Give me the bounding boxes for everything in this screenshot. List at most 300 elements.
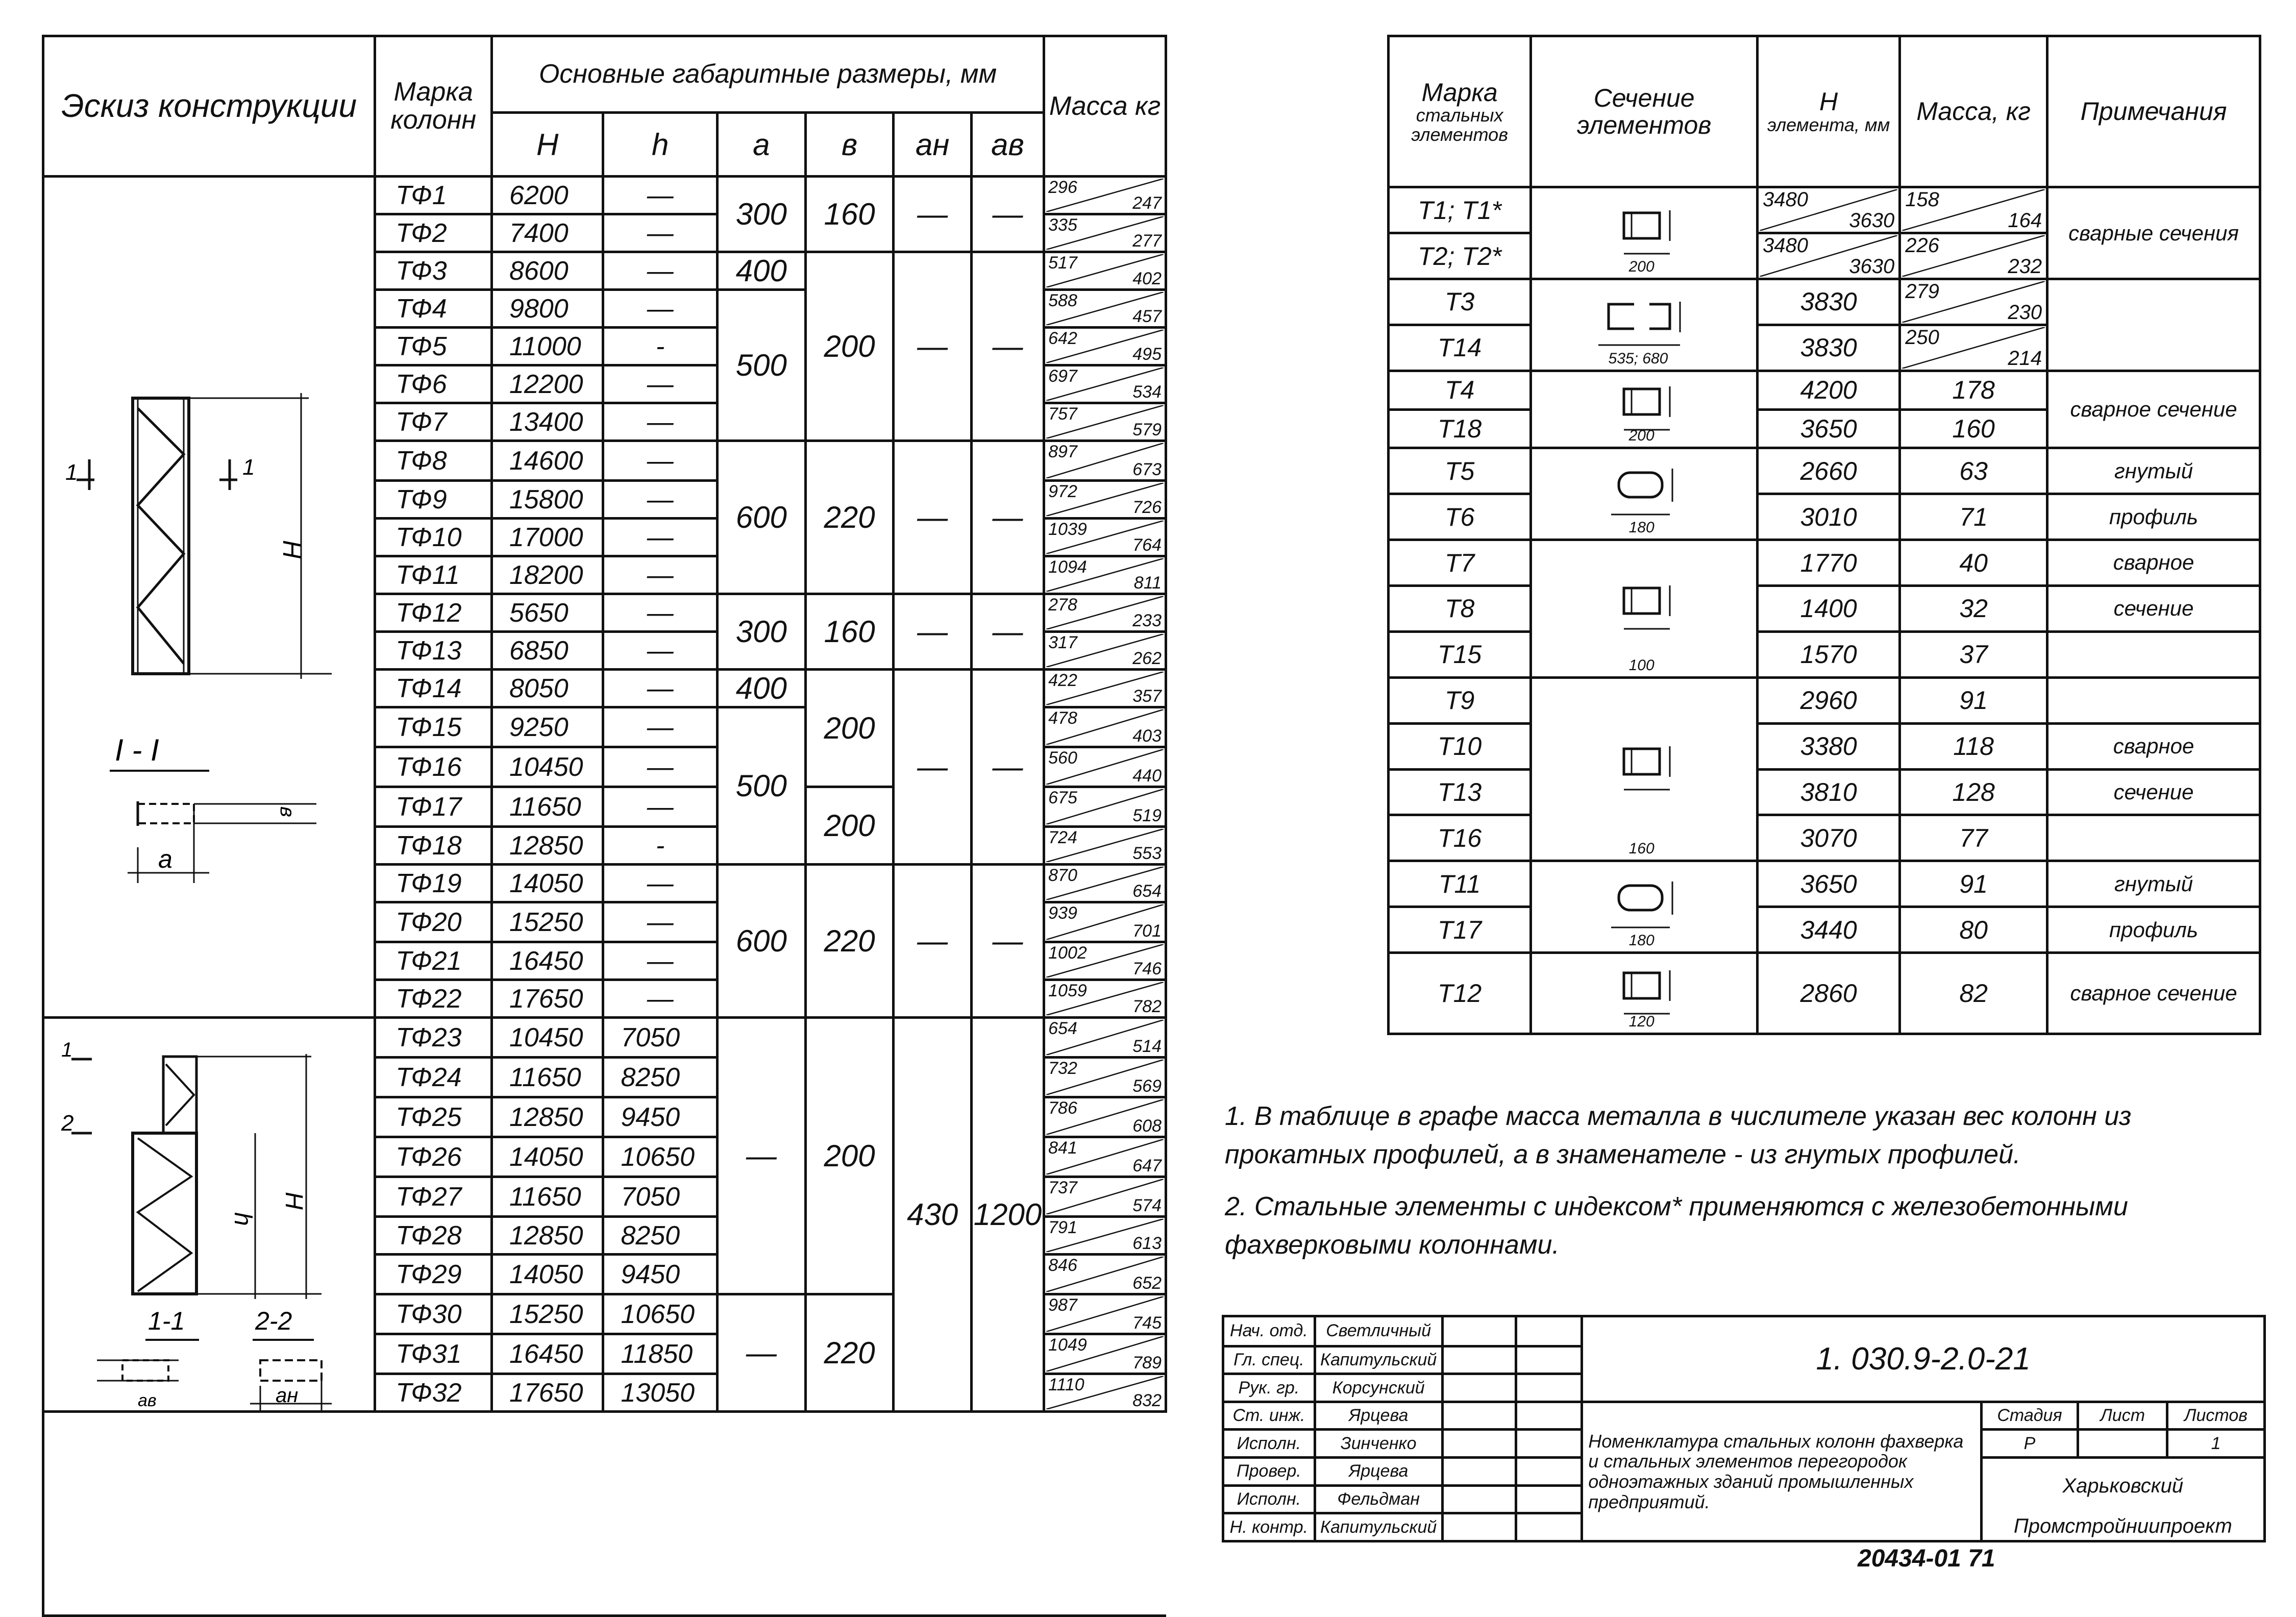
- stamp-sheet-header: Лист: [2078, 1402, 2167, 1430]
- mass-denominator: 519: [1132, 806, 1162, 825]
- mass-cell: [1044, 707, 1166, 747]
- dim-b-label: в: [276, 806, 299, 817]
- element-mass-bottom: 230: [2008, 301, 2042, 324]
- header2-H: [1758, 36, 1900, 187]
- dim-H-label: H: [278, 540, 306, 559]
- column-h: —: [603, 670, 718, 707]
- stamp-date: [1516, 1402, 1582, 1430]
- section-dim-label: 120: [1628, 1013, 1655, 1030]
- element-mark: Т7: [1389, 540, 1531, 586]
- column-ab: 1200: [971, 1018, 1044, 1412]
- element-note: сварное: [2047, 540, 2260, 586]
- column-b: 160: [805, 177, 894, 252]
- column-mark: ТФ25: [375, 1097, 492, 1137]
- column-h: 9450: [603, 1097, 718, 1137]
- mass-cell: [1044, 1294, 1166, 1334]
- mass-denominator: 652: [1132, 1273, 1162, 1293]
- header-h: h: [603, 113, 718, 177]
- column-H: 16450: [491, 942, 603, 980]
- element-mass: 77: [1900, 815, 2047, 861]
- mass-cell: [1044, 252, 1166, 290]
- header2-H-line1: H: [1819, 87, 1838, 116]
- element-row: [1389, 953, 2260, 1034]
- column-a: 400: [717, 670, 805, 707]
- column-mark: ТФ8: [375, 441, 492, 481]
- mass-cell: [1044, 980, 1166, 1018]
- element-mark: Т13: [1389, 769, 1531, 815]
- column-H: 15250: [491, 902, 603, 942]
- header2-H-line2: элемента, мм: [1767, 114, 1890, 135]
- column-ab: —: [971, 441, 1044, 594]
- column-b: 200: [805, 787, 894, 865]
- column-mark: ТФ30: [375, 1294, 492, 1334]
- mass-denominator: 553: [1132, 844, 1162, 863]
- column-mark: ТФ13: [375, 632, 492, 670]
- element-H: 3830: [1758, 325, 1900, 371]
- element-row: [1389, 540, 2260, 586]
- column-ab: —: [971, 177, 1044, 252]
- mass-denominator: 277: [1132, 231, 1162, 251]
- column-mark: ТФ9: [375, 481, 492, 519]
- mark-1-left: 1: [65, 460, 78, 485]
- column-b: 160: [805, 594, 894, 670]
- element-mass-top: 279: [1905, 280, 1939, 303]
- mass-denominator: 673: [1132, 460, 1162, 479]
- stamp-title: Номенклатура стальных колонн фахверка и стальных элементов перегородок одноэтажных зданий промышленных предприятий.: [1582, 1402, 1981, 1541]
- mass-cell: [1044, 481, 1166, 519]
- mass-denominator: 789: [1132, 1353, 1162, 1373]
- column-h: —: [603, 632, 718, 670]
- header2-mark-line1: Марка: [1421, 78, 1498, 107]
- stamp-name: Ярцева: [1315, 1458, 1442, 1486]
- column-h: —: [603, 707, 718, 747]
- mass-numerator: 841: [1048, 1138, 1077, 1158]
- element-mass: 160: [1900, 409, 2047, 448]
- column-H: 14050: [491, 1137, 603, 1177]
- column-mark: ТФ12: [375, 594, 492, 632]
- bottom-archive-code: 20434-01 71: [1858, 1545, 1995, 1572]
- column-h: -: [603, 328, 718, 365]
- element-mass: 32: [1900, 585, 2047, 631]
- column-h: 10650: [603, 1137, 718, 1177]
- column-h: —: [603, 290, 718, 328]
- stamp-date: [1516, 1430, 1582, 1458]
- header2-mark-line2: стальных элементов: [1411, 105, 1508, 145]
- section-label-3: 2-2: [255, 1307, 292, 1335]
- element-mark: Т16: [1389, 815, 1531, 861]
- element-row: [1389, 769, 2260, 815]
- mass-cell: [1044, 214, 1166, 252]
- element-mark: Т11: [1389, 861, 1531, 907]
- column-H: 15250: [491, 1294, 603, 1334]
- column-h: —: [603, 865, 718, 902]
- element-mark: Т9: [1389, 677, 1531, 723]
- mass-denominator: 832: [1132, 1391, 1162, 1410]
- mass-cell: [1044, 1334, 1166, 1374]
- mass-cell: [1044, 556, 1166, 594]
- element-mass: 178: [1900, 371, 2047, 409]
- stamp-signature: [1442, 1430, 1516, 1458]
- mass-denominator: 746: [1132, 959, 1162, 978]
- element-H-top: 3480: [1763, 234, 1808, 257]
- stamp-sheets: 1: [2167, 1430, 2265, 1458]
- column-mark: ТФ14: [375, 670, 492, 707]
- mass-numerator: 1049: [1048, 1335, 1087, 1355]
- header2-mark: [1389, 36, 1531, 187]
- column-H: 14600: [491, 441, 603, 481]
- element-H-bottom: 3630: [1849, 255, 1895, 278]
- stamp-name: Корсунский: [1315, 1374, 1442, 1402]
- column-ab: —: [971, 594, 1044, 670]
- column-mark: ТФ24: [375, 1058, 492, 1097]
- header-mark: Марка колонн: [375, 36, 492, 177]
- column-mark: ТФ7: [375, 403, 492, 441]
- mass-denominator: 402: [1132, 269, 1162, 288]
- column-h: —: [603, 441, 718, 481]
- column-h: 8250: [603, 1058, 718, 1097]
- section-dim-label: 535; 680: [1608, 350, 1668, 367]
- column-an: 430: [894, 1018, 971, 1412]
- mass-numerator: 972: [1048, 482, 1077, 501]
- column-h: —: [603, 481, 718, 519]
- element-row: [1389, 631, 2260, 677]
- column-mark: ТФ20: [375, 902, 492, 942]
- stamp-role: Н. контр.: [1223, 1513, 1315, 1541]
- element-row: [1389, 187, 2260, 233]
- element-note: сварное сечение: [2047, 953, 2260, 1034]
- element-row: [1389, 907, 2260, 953]
- column-mark: ТФ31: [375, 1334, 492, 1374]
- mass-numerator: 737: [1048, 1178, 1077, 1197]
- mass-denominator: 745: [1132, 1313, 1162, 1333]
- element-note: [2047, 815, 2260, 861]
- element-mass-top: 226: [1905, 234, 1939, 257]
- column-h: —: [603, 177, 718, 214]
- column-H: 11650: [491, 787, 603, 827]
- column-H: 15800: [491, 481, 603, 519]
- column-H: 5650: [491, 594, 603, 632]
- column-H: 17000: [491, 519, 603, 556]
- element-H: 1570: [1758, 631, 1900, 677]
- mass-denominator: 782: [1132, 997, 1162, 1016]
- element-note: сечение: [2047, 585, 2260, 631]
- section-sketch-box: [1531, 187, 1758, 279]
- column-h: —: [603, 365, 718, 403]
- element-note: сварные сечения: [2047, 187, 2260, 279]
- header-H: H: [491, 113, 603, 177]
- mass-denominator: 233: [1132, 611, 1162, 630]
- column-a: 600: [717, 865, 805, 1018]
- column-row: [43, 177, 1166, 214]
- mass-cell: [1044, 902, 1166, 942]
- header2-section: Сечение элементов: [1531, 36, 1758, 187]
- mass-denominator: 608: [1132, 1116, 1162, 1136]
- mass-numerator: 786: [1048, 1098, 1077, 1118]
- mass-numerator: 588: [1048, 291, 1077, 310]
- column-b: 200: [805, 670, 894, 787]
- section-dim-label: 200: [1628, 427, 1655, 445]
- stamp-date: [1516, 1316, 1582, 1346]
- note-2: 2. Стальные элементы с индексом* применяются с железобетонными фахверковыми колоннами.: [1225, 1191, 2128, 1260]
- column-mark: ТФ27: [375, 1177, 492, 1217]
- mass-numerator: 732: [1048, 1059, 1077, 1078]
- element-mark: Т14: [1389, 325, 1531, 371]
- column-b: 220: [805, 1294, 894, 1412]
- stamp-name: Зинченко: [1315, 1430, 1442, 1458]
- element-mark: Т5: [1389, 448, 1531, 494]
- column-h: —: [603, 594, 718, 632]
- element-H: 3010: [1758, 494, 1900, 540]
- sketch-column-1: [56, 378, 352, 914]
- stamp-signature: [1442, 1374, 1516, 1402]
- element-mass: 91: [1900, 861, 2047, 907]
- mass-denominator: 495: [1132, 345, 1162, 364]
- header-mass: Масса кг: [1044, 36, 1166, 177]
- element-mass: 82: [1900, 953, 2047, 1034]
- element-mark: Т4: [1389, 371, 1531, 409]
- mass-cell: [1044, 632, 1166, 670]
- section-sketch-channel: [1531, 279, 1758, 371]
- mass-denominator: 357: [1132, 687, 1162, 706]
- column-b: 200: [805, 1018, 894, 1294]
- column-h: —: [603, 787, 718, 827]
- element-H: [1758, 187, 1900, 233]
- mark-1-s2: 1: [61, 1039, 73, 1061]
- section-sketch-box: [1531, 953, 1758, 1034]
- element-mark: Т12: [1389, 953, 1531, 1034]
- mass-cell: [1044, 865, 1166, 902]
- mass-cell: [1044, 827, 1166, 865]
- column-mark: ТФ11: [375, 556, 492, 594]
- column-h: —: [603, 403, 718, 441]
- stamp-signature: [1442, 1485, 1516, 1513]
- element-note: профиль: [2047, 494, 2260, 540]
- column-mark: ТФ21: [375, 942, 492, 980]
- element-H: 1400: [1758, 585, 1900, 631]
- stamp-role: Исполн.: [1223, 1430, 1315, 1458]
- header-ab: aв: [971, 113, 1044, 177]
- mass-cell: [1044, 328, 1166, 365]
- column-H: 18200: [491, 556, 603, 594]
- element-mark: Т17: [1389, 907, 1531, 953]
- column-h: —: [603, 252, 718, 290]
- mass-numerator: 478: [1048, 708, 1077, 728]
- column-H: 17650: [491, 980, 603, 1018]
- element-mass: [1900, 325, 2047, 371]
- column-h: 7050: [603, 1018, 718, 1058]
- element-row: [1389, 723, 2260, 769]
- stamp-name: Капитульский: [1315, 1513, 1442, 1541]
- mass-cell: [1044, 942, 1166, 980]
- stamp-row: [1223, 1316, 2265, 1346]
- column-an: —: [894, 865, 971, 1018]
- stamp-date: [1516, 1513, 1582, 1541]
- column-a: 400: [717, 252, 805, 290]
- mass-numerator: 1094: [1048, 557, 1087, 577]
- mass-cell: [1044, 1018, 1166, 1058]
- element-row: [1389, 585, 2260, 631]
- column-H: 6200: [491, 177, 603, 214]
- element-mark: Т10: [1389, 723, 1531, 769]
- mass-cell: [1044, 747, 1166, 787]
- section-label-1: I - I: [115, 733, 159, 767]
- element-row: [1389, 448, 2260, 494]
- column-an: —: [894, 441, 971, 594]
- element-mark: Т6: [1389, 494, 1531, 540]
- element-H: 3810: [1758, 769, 1900, 815]
- empty-bottom: [43, 1412, 1166, 1616]
- column-mark: ТФ2: [375, 214, 492, 252]
- column-h: —: [603, 556, 718, 594]
- column-h: 10650: [603, 1294, 718, 1334]
- element-mass: 128: [1900, 769, 2047, 815]
- mass-numerator: 278: [1048, 595, 1077, 615]
- element-H: 3650: [1758, 409, 1900, 448]
- column-ab: —: [971, 252, 1044, 441]
- header2-mass: Масса, кг: [1900, 36, 2047, 187]
- element-mass: 118: [1900, 723, 2047, 769]
- element-note: сварное сечение: [2047, 371, 2260, 448]
- element-mass-bottom: 164: [2008, 209, 2042, 232]
- mass-cell: [1044, 594, 1166, 632]
- column-a: 500: [717, 290, 805, 441]
- mass-denominator: 811: [1133, 573, 1162, 593]
- section-sketch-oval: [1531, 448, 1758, 540]
- mass-denominator: 569: [1132, 1076, 1162, 1096]
- mass-cell: [1044, 1255, 1166, 1294]
- section-dim-label: 180: [1628, 932, 1655, 949]
- element-mass: 37: [1900, 631, 2047, 677]
- stamp-name: Светличный: [1315, 1316, 1442, 1346]
- mass-denominator: 514: [1132, 1037, 1162, 1056]
- column-ab: —: [971, 670, 1044, 865]
- column-an: —: [894, 594, 971, 670]
- stamp-role: Провер.: [1223, 1458, 1315, 1486]
- mass-denominator: 534: [1132, 382, 1162, 402]
- element-mark: Т15: [1389, 631, 1531, 677]
- column-H: 9250: [491, 707, 603, 747]
- column-b: 220: [805, 865, 894, 1018]
- mass-cell: [1044, 365, 1166, 403]
- mass-numerator: 724: [1048, 828, 1077, 847]
- mass-numerator: 757: [1048, 404, 1077, 424]
- element-mass: 71: [1900, 494, 2047, 540]
- column-mark: ТФ23: [375, 1018, 492, 1058]
- column-H: 11650: [491, 1177, 603, 1217]
- element-note: [2047, 631, 2260, 677]
- column-mark: ТФ19: [375, 865, 492, 902]
- section-sketch-box: [1531, 677, 1758, 861]
- column-H: 7400: [491, 214, 603, 252]
- element-note: профиль: [2047, 907, 2260, 953]
- element-row: [1389, 677, 2260, 723]
- element-mark: Т2; Т2*: [1389, 233, 1531, 279]
- column-ab: —: [971, 865, 1044, 1018]
- mass-denominator: 579: [1132, 420, 1162, 439]
- header2-notes: Примечания: [2047, 36, 2260, 187]
- column-H: 11650: [491, 1058, 603, 1097]
- element-mass-bottom: 214: [2008, 347, 2042, 370]
- column-mark: ТФ6: [375, 365, 492, 403]
- element-H: 1770: [1758, 540, 1900, 586]
- element-mass: 63: [1900, 448, 2047, 494]
- column-H: 12850: [491, 1097, 603, 1137]
- column-h: -: [603, 827, 718, 865]
- mass-denominator: 654: [1132, 881, 1162, 901]
- mark-1-right: 1: [242, 455, 255, 480]
- element-H: 3070: [1758, 815, 1900, 861]
- column-H: 9800: [491, 290, 603, 328]
- column-H: 14050: [491, 1255, 603, 1294]
- dim-H-label-s2: H: [280, 1192, 307, 1210]
- element-row: [1389, 371, 2260, 409]
- mass-denominator: 701: [1132, 921, 1162, 941]
- element-H: 3380: [1758, 723, 1900, 769]
- column-mark: ТФ16: [375, 747, 492, 787]
- stamp-stage: Р: [1981, 1430, 2078, 1458]
- element-H-bottom: 3630: [1849, 209, 1895, 232]
- column-a: —: [717, 1294, 805, 1412]
- element-H: 2660: [1758, 448, 1900, 494]
- mass-cell: [1044, 1137, 1166, 1177]
- column-H: 6850: [491, 632, 603, 670]
- mass-cell: [1044, 519, 1166, 556]
- column-a: 300: [717, 177, 805, 252]
- mass-denominator: 403: [1132, 726, 1162, 746]
- mass-cell: [1044, 1177, 1166, 1217]
- mass-denominator: 726: [1132, 498, 1162, 517]
- stamp-name: Ярцева: [1315, 1402, 1442, 1430]
- column-mark: ТФ26: [375, 1137, 492, 1177]
- mass-numerator: 654: [1048, 1019, 1077, 1038]
- mass-numerator: 317: [1048, 633, 1077, 652]
- header-dims: Основные габаритные размеры, мм: [491, 36, 1044, 113]
- general-notes: [1225, 1097, 2266, 1278]
- mass-numerator: 1059: [1048, 981, 1087, 1000]
- column-mark: ТФ28: [375, 1217, 492, 1255]
- column-an: —: [894, 252, 971, 441]
- element-row: [1389, 494, 2260, 540]
- column-H: 8600: [491, 252, 603, 290]
- stamp-role: Гл. спец.: [1223, 1346, 1315, 1374]
- mass-cell: [1044, 441, 1166, 481]
- section-box-icon: [1568, 733, 1721, 805]
- element-H: 2960: [1758, 677, 1900, 723]
- mass-denominator: 574: [1132, 1196, 1162, 1215]
- mass-cell: [1044, 1217, 1166, 1255]
- stamp-name: Фельдман: [1315, 1485, 1442, 1513]
- element-note: гнутый: [2047, 448, 2260, 494]
- mass-numerator: 1110: [1048, 1375, 1084, 1394]
- element-H: 3650: [1758, 861, 1900, 907]
- section-dim-label: 100: [1628, 656, 1655, 674]
- mass-numerator: 870: [1048, 866, 1077, 885]
- mass-numerator: 846: [1048, 1256, 1077, 1275]
- header-an: aн: [894, 113, 971, 177]
- section-dim-label: 180: [1628, 519, 1655, 536]
- mass-denominator: 262: [1132, 649, 1162, 668]
- mass-cell: [1044, 670, 1166, 707]
- column-h: 7050: [603, 1177, 718, 1217]
- stamp-date: [1516, 1485, 1582, 1513]
- column-H: 11000: [491, 328, 603, 365]
- mass-numerator: 697: [1048, 366, 1077, 386]
- stamp-org-line1: Харьковский: [1981, 1458, 2264, 1513]
- element-row: [1389, 815, 2260, 861]
- mass-cell: [1044, 403, 1166, 441]
- element-row: [1389, 861, 2260, 907]
- stamp-row: [1223, 1402, 2265, 1430]
